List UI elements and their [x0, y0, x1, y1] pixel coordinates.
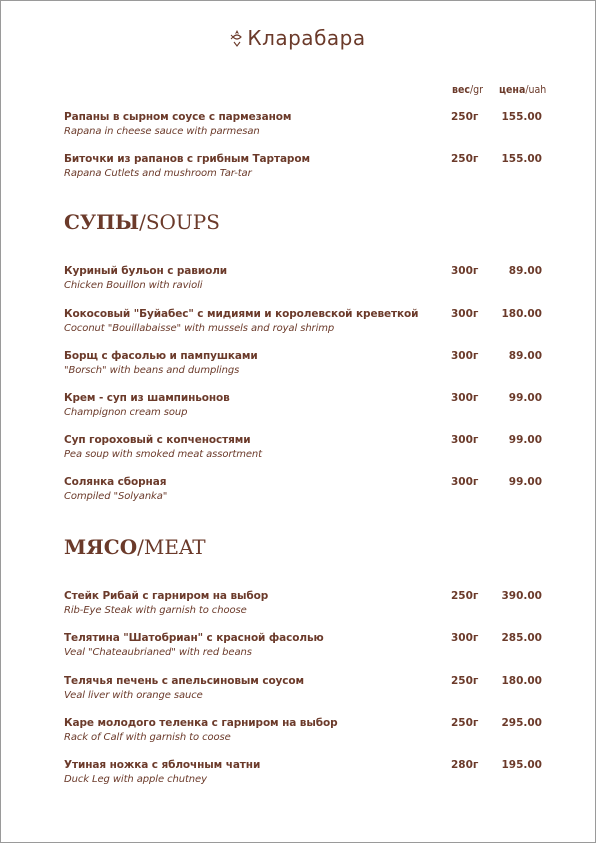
section-title-soups	[64, 210, 220, 234]
item-weight: 280г	[451, 759, 479, 771]
section-title-en: /SOUPS	[139, 210, 220, 234]
item-name: Рапаны в сырном соусе с пармезаном	[64, 111, 292, 123]
restaurant-logo	[0, 26, 596, 51]
item-translation: Coconut "Bouillabaisse" with mussels and royal shrimp	[64, 323, 335, 334]
item-weight: 250г	[451, 590, 479, 602]
item-translation: Pea soup with smoked meat assortment	[64, 449, 262, 460]
item-name: Телячья печень с апельсиновым соусом	[64, 675, 305, 687]
item-name: Биточки из рапанов с грибным Тартаром	[64, 153, 310, 165]
item-weight: 300г	[451, 350, 479, 362]
item-name: Солянка сборная	[64, 476, 167, 488]
menu-item	[64, 717, 544, 749]
item-name: Телятина "Шатобриан" с красной фасолью	[64, 632, 324, 644]
menu-item	[64, 675, 544, 707]
section-title-ru: СУПЫ	[64, 210, 140, 234]
price-column-header	[499, 84, 546, 96]
section-title-en: /MEAT	[137, 535, 206, 559]
item-translation: Champignon cream soup	[64, 407, 188, 418]
item-weight: 250г	[451, 153, 479, 165]
item-translation: Rack of Calf with garnish to coose	[64, 732, 231, 743]
item-price: 155.00	[501, 111, 542, 123]
item-translation: Chicken Bouillon with ravioli	[64, 280, 203, 291]
item-price: 180.00	[501, 675, 542, 687]
section-title-meat	[64, 535, 206, 559]
weight-header-unit: /gr	[470, 84, 484, 96]
item-name: Крем - суп из шампиньонов	[64, 392, 230, 404]
item-name: Стейк Рибай с гарниром на выбор	[64, 590, 269, 602]
item-name: Кокосовый "Буйабес" с мидиями и королевской креветкой	[64, 308, 419, 320]
menu-item	[64, 476, 544, 508]
item-price: 99.00	[508, 476, 542, 488]
item-price: 89.00	[508, 265, 542, 277]
item-price: 99.00	[508, 434, 542, 446]
menu-item	[64, 265, 544, 297]
item-translation: Rib-Eye Steak with garnish to choose	[64, 605, 247, 616]
item-price: 155.00	[501, 153, 542, 165]
menu-item	[64, 153, 544, 185]
item-price: 390.00	[501, 590, 542, 602]
item-translation: Rapana Cutlets and mushroom Tar-tar	[64, 168, 252, 179]
weight-column-header	[452, 84, 483, 96]
item-weight: 300г	[451, 476, 479, 488]
item-weight: 250г	[451, 111, 479, 123]
menu-item	[64, 111, 544, 143]
item-weight: 300г	[451, 434, 479, 446]
item-weight: 250г	[451, 717, 479, 729]
item-price: 285.00	[501, 632, 542, 644]
item-weight: 300г	[451, 308, 479, 320]
menu-item	[64, 632, 544, 664]
menu-item	[64, 350, 544, 382]
item-name: Куриный бульон с равиоли	[64, 265, 228, 277]
item-name: Каре молодого теленка с гарниром на выбор	[64, 717, 338, 729]
fish-icon	[230, 29, 244, 47]
item-name: Суп гороховый с копченостями	[64, 434, 251, 446]
item-translation: Veal liver with orange sauce	[64, 690, 203, 701]
item-price: 195.00	[501, 759, 542, 771]
weight-header-label: вес	[452, 84, 470, 96]
item-weight: 300г	[451, 392, 479, 404]
section-title-ru: МЯСО	[64, 535, 138, 559]
item-price: 180.00	[501, 308, 542, 320]
item-price: 295.00	[501, 717, 542, 729]
menu-item	[64, 308, 544, 340]
item-translation: Veal "Chateaubrianed" with red beans	[64, 647, 252, 658]
item-name: Утиная ножка с яблочным чатни	[64, 759, 261, 771]
item-translation: Rapana in cheese sauce with parmesan	[64, 126, 260, 137]
item-weight: 250г	[451, 675, 479, 687]
menu-item	[64, 434, 544, 466]
logo-text: Кларабара	[247, 26, 366, 50]
item-name: Борщ с фасолью и пампушками	[64, 350, 258, 362]
menu-item	[64, 590, 544, 622]
item-translation: Compiled "Solyanka"	[64, 491, 168, 502]
item-price: 99.00	[508, 392, 542, 404]
price-header-label: цена	[499, 84, 526, 96]
item-translation: "Borsch" with beans and dumplings	[64, 365, 240, 376]
price-header-unit: /uah	[525, 84, 547, 96]
item-weight: 300г	[451, 632, 479, 644]
item-translation: Duck Leg with apple chutney	[64, 774, 207, 785]
menu-item	[64, 392, 544, 424]
item-weight: 300г	[451, 265, 479, 277]
menu-item	[64, 759, 544, 791]
item-price: 89.00	[508, 350, 542, 362]
